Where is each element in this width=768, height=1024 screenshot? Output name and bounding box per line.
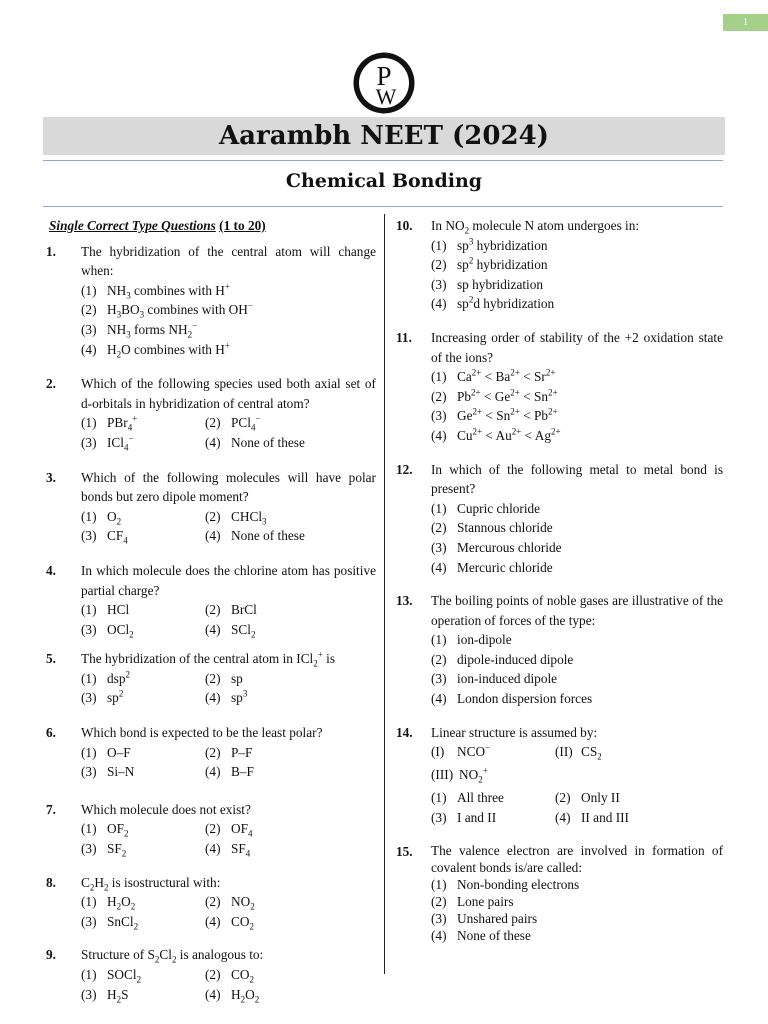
options-row [81, 892, 376, 912]
question-number: 6. [46, 725, 56, 741]
option [81, 281, 376, 301]
option-text: $O_2$ [107, 508, 122, 527]
question-stem: Which of the following molecules will have polar bonds but zero dipole moment? [81, 469, 376, 505]
question-body [81, 649, 376, 708]
chapter-title: Chemical Bonding [285, 170, 483, 192]
option-text: NCO− [457, 742, 491, 760]
option-label: (2) [205, 508, 221, 524]
option [555, 788, 679, 808]
question-body [81, 468, 376, 546]
option [81, 526, 205, 546]
option [81, 762, 205, 782]
option-text: $NH_3$ forms $NH_2^-$ [107, 320, 198, 340]
option-text: $OF_4$ [231, 821, 253, 840]
option-label: (4) [431, 296, 447, 312]
option-text: $SF_4$ [231, 841, 251, 859]
section-range: (1 to 20) [219, 218, 266, 233]
option-label: (2) [205, 894, 221, 910]
option-label: (1) [81, 894, 97, 910]
option [431, 893, 723, 910]
option [205, 985, 329, 1005]
option-label: (4) [431, 427, 447, 443]
options-row [81, 433, 376, 453]
options-row [81, 413, 376, 433]
option [81, 413, 205, 433]
option-text: Cupric chloride [457, 500, 541, 516]
option [81, 669, 205, 689]
option-text: II and III [581, 810, 629, 826]
option [205, 839, 329, 859]
question-body [431, 723, 723, 828]
statement [431, 765, 555, 785]
option-label: (4) [205, 764, 221, 780]
option-text: Non-bonding electrons [457, 876, 580, 892]
options-row [81, 669, 376, 689]
option-label: (2) [431, 257, 447, 273]
option-label: (3) [81, 321, 97, 337]
question-stem: In which of the following metal to metal bond is present? [431, 461, 723, 497]
option [81, 912, 205, 932]
question-number: 15. [396, 843, 413, 859]
option-label: (3) [431, 910, 447, 926]
option-text: All three [457, 790, 504, 806]
question-number: 7. [46, 801, 56, 817]
option-text: $H_2O_2$ [107, 894, 136, 912]
option-text: $SF_2$ [107, 841, 127, 859]
option-text: $H_2O$ combines with H+ [107, 340, 230, 360]
question-number: 8. [46, 874, 56, 890]
option-text: Lone pairs [457, 893, 514, 909]
option [431, 367, 723, 387]
option-text: Only II [581, 790, 620, 806]
option [431, 387, 723, 407]
option [555, 808, 679, 828]
option [431, 630, 723, 650]
question-body [431, 460, 723, 578]
option-text: OCl$_2$ [107, 621, 134, 640]
option-label: (4) [431, 691, 447, 707]
question-stem: Which molecule does not exist? [81, 801, 251, 817]
pw-logo [353, 52, 415, 114]
option-text: BrCl [231, 602, 257, 618]
option-text: $CF_4$ [107, 528, 128, 546]
option-text: sp [231, 670, 243, 686]
options-row [431, 808, 723, 828]
option-text: PCl$_4$− [231, 413, 261, 433]
option-label: (3) [431, 671, 447, 687]
page-number-badge: 1 [723, 14, 768, 31]
question-stem: In which molecule does the chlorine atom has positive partial charge? [81, 562, 376, 598]
option [81, 819, 205, 839]
option-label: (I) [431, 744, 445, 760]
option-text: ion-dipole [457, 632, 512, 648]
option-text: $H_2S$ [107, 986, 129, 1005]
option [431, 808, 555, 828]
question-stem: The hybridization of the central atom in ICl$_2$+ is [81, 649, 336, 669]
option-text: HCl [107, 602, 130, 618]
divider-line [43, 206, 723, 207]
option [205, 526, 329, 546]
question-body [431, 842, 723, 944]
option [431, 538, 723, 558]
question-number: 13. [396, 593, 413, 609]
question [46, 374, 376, 452]
option-text: Si–N [107, 764, 135, 780]
divider-line [43, 160, 723, 161]
logo-letter-bottom: W [375, 84, 397, 109]
option-text: None of these [457, 927, 531, 943]
option [81, 300, 376, 320]
question-number: 1. [46, 243, 56, 259]
option-text: $sp^3$ hybridization [457, 236, 548, 253]
question [396, 460, 723, 578]
section-heading [49, 216, 376, 236]
question-body [81, 873, 376, 932]
option-text: None of these [231, 434, 305, 450]
question-number: 11. [396, 329, 412, 345]
option-text: None of these [231, 528, 305, 544]
option-label: (4) [81, 341, 97, 357]
option-text: ICl$_4$− [107, 433, 134, 453]
option-label: (4) [431, 927, 447, 943]
question [46, 873, 376, 932]
option-text: $sp^2$ [107, 689, 124, 706]
option-text: ion-induced dipole [457, 671, 558, 687]
statement-row [431, 765, 723, 785]
option-label: (2) [81, 302, 97, 318]
question-stem: Which bond is expected to be the least polar? [81, 725, 323, 741]
option-label: (2) [431, 651, 447, 667]
question-number: 14. [396, 724, 413, 740]
question [46, 242, 376, 360]
option [431, 426, 723, 446]
option [431, 518, 723, 538]
option [431, 275, 723, 295]
statement-row [431, 742, 723, 762]
question-body [431, 328, 723, 446]
option-text: $NH_3$ combines with H+ [107, 281, 230, 301]
option-text: CHCl$_3$ [231, 508, 267, 527]
option [431, 255, 723, 275]
option-label: (2) [205, 670, 221, 686]
column-divider [384, 214, 385, 974]
option [205, 507, 329, 527]
option-text: Mercurous chloride [457, 539, 562, 555]
option [431, 558, 723, 578]
option [81, 892, 205, 912]
option [431, 689, 723, 709]
option-label: (1) [81, 602, 97, 618]
option [205, 620, 329, 640]
option-text: $Cu^{2+} < Au^{2+} < Ag^{2+}$ [457, 426, 561, 443]
question [396, 842, 723, 944]
question-stem: $C_2H_2$ is isostructural with: [81, 874, 221, 893]
question-body [81, 561, 376, 639]
option [431, 294, 723, 314]
option-text: Unshared pairs [457, 910, 538, 926]
option [205, 892, 329, 912]
option-text: $CO_2$ [231, 967, 254, 985]
question-number: 9. [46, 947, 56, 963]
question [46, 561, 376, 639]
option [205, 743, 329, 763]
option-label: (1) [431, 237, 447, 253]
option-text: dipole-induced dipole [457, 651, 574, 667]
option-text: $Ge^{2+} < Sn^{2+} < Pb^{2+}$ [457, 406, 558, 424]
option [431, 499, 723, 519]
option [205, 688, 329, 708]
option-text: SCl$_2$ [231, 621, 256, 640]
option [81, 600, 205, 620]
question-body [81, 374, 376, 452]
option-label: (3) [81, 690, 97, 706]
option-label: (3) [81, 913, 97, 929]
option-label: (4) [555, 810, 571, 826]
option-text: $H_2O_2$ [231, 986, 260, 1005]
option-text: $OF_2$ [107, 821, 129, 840]
question-stem: In $NO_2$ molecule N atom undergoes in: [431, 218, 640, 236]
question [46, 649, 376, 708]
option-label: (1) [81, 415, 97, 431]
option-label: (3) [431, 810, 447, 826]
statement [431, 742, 555, 762]
option [81, 340, 376, 360]
option-text: $sp^2$ hybridization [457, 255, 548, 273]
options-row [81, 912, 376, 932]
option [431, 669, 723, 689]
option-label: (2) [205, 744, 221, 760]
option [431, 236, 723, 256]
option-label: (3) [431, 408, 447, 424]
option-text: B–F [231, 764, 254, 780]
question-body [431, 216, 723, 314]
option-text: London dispersion forces [457, 691, 593, 707]
option [81, 743, 205, 763]
option [81, 620, 205, 640]
option-label: (3) [431, 276, 447, 292]
option-label: (1) [81, 282, 97, 298]
options-row [81, 507, 376, 527]
option-text: SOCl$_2$ [107, 967, 142, 985]
question-body [431, 591, 723, 709]
left-column [46, 216, 376, 1004]
option-label: (1) [81, 821, 97, 837]
question [46, 800, 376, 859]
option [81, 507, 205, 527]
options-row [81, 819, 376, 839]
option-text: $Ca^{2+} < Ba^{2+} < Sr^{2+}$ [457, 367, 556, 385]
option-text: $sp^2d$ hybridization [457, 294, 555, 312]
question-stem: Linear structure is assumed by: [431, 724, 598, 740]
option-text: PBr$_4$+ [107, 413, 138, 433]
question [396, 328, 723, 446]
option-label: (4) [205, 841, 221, 857]
option-label: (1) [81, 967, 97, 982]
options-row [81, 600, 376, 620]
options-row [81, 965, 376, 985]
option-text: $H_3BO_3$ combines with OH− [107, 300, 253, 321]
option-label: (2) [205, 415, 221, 431]
question-number: 10. [396, 218, 413, 233]
option-label: (4) [205, 528, 221, 544]
option-text: $NO_2^+$ [459, 765, 488, 785]
question-stem: The valence electron are involved in formation of covalent bonds is/are called: [431, 842, 723, 875]
question [396, 723, 723, 828]
option-label: (3) [81, 434, 97, 450]
options-row [81, 762, 376, 782]
option-text: $NO_2$ [231, 894, 255, 912]
option-text: I and II [457, 810, 497, 826]
option-label: (1) [431, 632, 447, 648]
option-label: (2) [431, 388, 447, 404]
statement [555, 742, 679, 762]
question-stem: Structure of $S_2Cl_2$ is analogous to: [81, 947, 264, 966]
title-band [43, 117, 725, 155]
option [205, 912, 329, 932]
option-label: (III) [431, 766, 454, 782]
right-column [396, 216, 723, 944]
question-number: 12. [396, 461, 413, 477]
options-row [81, 620, 376, 640]
option-label: (3) [431, 539, 447, 555]
option-label: (3) [81, 841, 97, 857]
option [81, 433, 205, 453]
logo-letter-top: P [376, 61, 392, 91]
option-label: (2) [431, 893, 447, 909]
question [46, 945, 376, 1004]
option-label: (2) [431, 520, 447, 536]
option-label: (4) [205, 913, 221, 929]
option-label: (2) [205, 602, 221, 618]
option [81, 985, 205, 1005]
option-label: (4) [205, 621, 221, 637]
option-text: $CS_2$ [581, 744, 602, 762]
question-body [81, 800, 376, 859]
option-label: (1) [81, 508, 97, 524]
option-label: (3) [81, 528, 97, 544]
options-row [81, 688, 376, 708]
option [431, 876, 723, 893]
option-label: (1) [431, 790, 447, 806]
option [431, 788, 555, 808]
option-label: (1) [431, 369, 447, 385]
option [205, 965, 329, 985]
option-label: (4) [205, 434, 221, 450]
options-row [81, 839, 376, 859]
option-label: (2) [205, 967, 221, 982]
option [205, 433, 329, 453]
question-number: 4. [46, 562, 56, 578]
option [81, 965, 205, 985]
options-row [431, 788, 723, 808]
options-row [81, 743, 376, 763]
question [46, 723, 376, 782]
option [205, 669, 329, 689]
section-label: Single Correct Type Questions [49, 218, 216, 233]
question-body [81, 242, 376, 360]
option-label: (1) [81, 670, 97, 686]
option-label: (1) [431, 876, 447, 892]
option-label: (3) [81, 764, 97, 780]
option-label: (4) [205, 690, 221, 706]
option-label: (3) [81, 986, 97, 1002]
option [81, 688, 205, 708]
option-label: (2) [205, 821, 221, 837]
option-text: P–F [231, 744, 253, 760]
question-stem: The boiling points of noble gases are illustrative of the operation of forces of the type: [431, 593, 723, 628]
option [431, 910, 723, 927]
option [81, 320, 376, 340]
option-label: (2) [555, 790, 571, 806]
question-stem: Which of the following species used both axial set of d-orbitals in hybridization of central atom? [81, 376, 376, 411]
option [431, 927, 723, 944]
question-number: 5. [46, 651, 56, 667]
option-label: (4) [205, 986, 221, 1002]
option [205, 762, 329, 782]
question-body [81, 945, 376, 1004]
option-label: (4) [431, 559, 447, 575]
option-text: $CO_2$ [231, 913, 254, 932]
question-number: 3. [46, 469, 56, 485]
option-text: Stannous chloride [457, 520, 553, 536]
option-text: sp hybridization [457, 276, 544, 292]
option-text: $sp^3$ [231, 689, 248, 706]
option [205, 413, 329, 433]
option [431, 406, 723, 426]
page-title: Aarambh NEET (2024) [219, 121, 549, 151]
option [431, 650, 723, 670]
option-text: Mercuric chloride [457, 559, 553, 575]
question [46, 468, 376, 546]
option [205, 600, 329, 620]
question-body [81, 723, 376, 782]
options-row [81, 526, 376, 546]
option [81, 839, 205, 859]
option-label: (1) [81, 744, 97, 760]
question [396, 591, 723, 709]
option-label: (1) [431, 500, 447, 516]
option-label: (3) [81, 621, 97, 637]
option-label: (II) [555, 744, 573, 760]
option-text: SnCl$_2$ [107, 913, 139, 932]
option-text: $Pb^{2+} < Ge^{2+} < Sn^{2+}$ [457, 387, 558, 404]
options-row [81, 985, 376, 1005]
question [396, 216, 723, 314]
question-stem: Increasing order of stability of the +2 oxidation state of the ions? [431, 329, 723, 365]
question-number: 2. [46, 376, 56, 392]
option-text: O–F [107, 744, 131, 760]
option [205, 819, 329, 839]
option-text: dsp$^2$ [107, 669, 130, 686]
question-stem: The hybridization of the central atom will change when: [81, 243, 376, 279]
